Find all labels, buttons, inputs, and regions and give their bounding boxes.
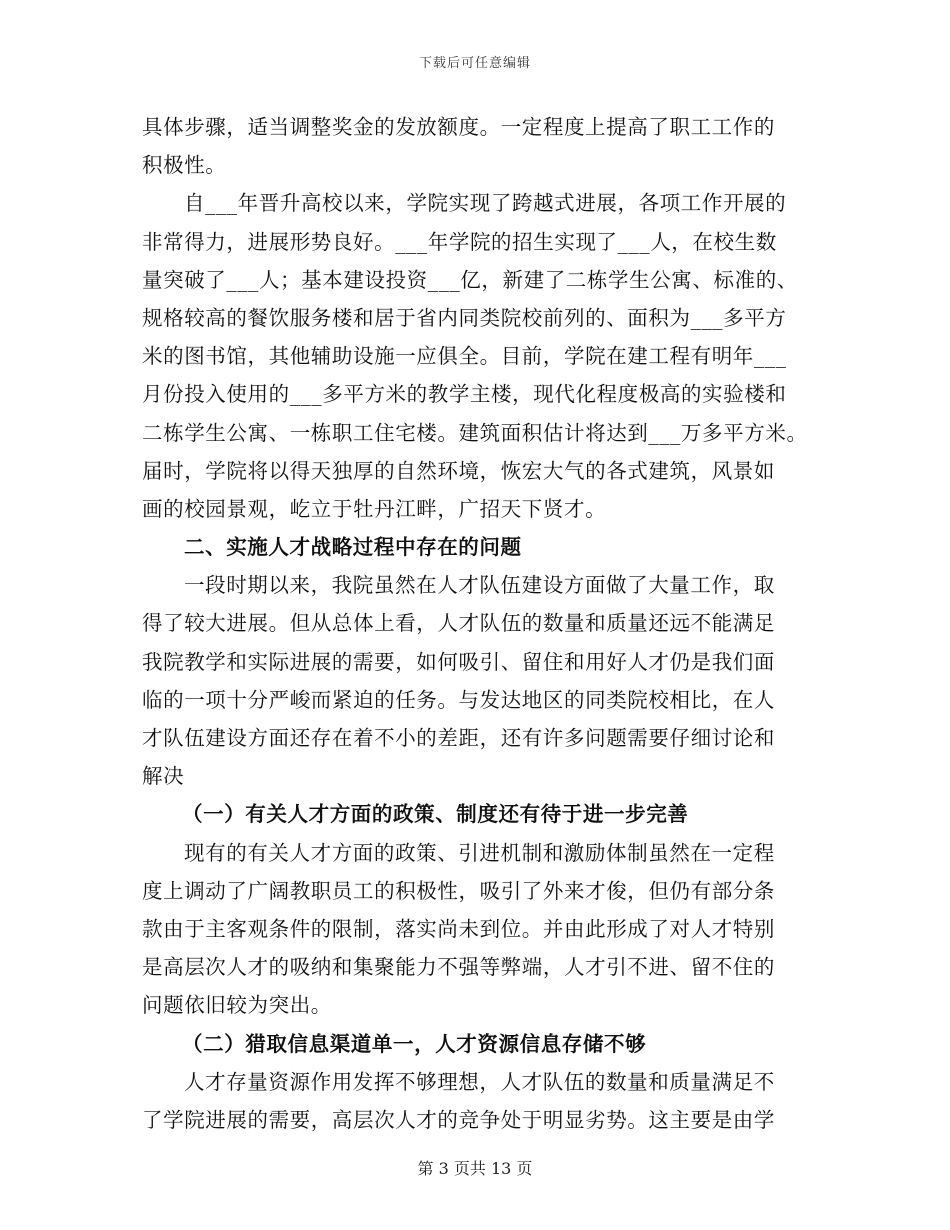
paragraph-line: 我院教学和实际进展的需要，如何吸引、留住和用好人才仍是我们面	[142, 649, 775, 674]
section-heading: 二、实施人才战略过程中存在的问题	[184, 535, 522, 560]
paragraph-line: 解决	[142, 764, 185, 789]
page-header: 下载后可任意编辑	[418, 56, 531, 71]
paragraph-line: 量突破了___人；基本建设投资___亿，新建了二栋学生公寓、标准的、	[142, 267, 798, 292]
paragraph-line: 米的图书馆，其他辅助设施一应俱全。目前，学院在建工程有明年___	[142, 344, 787, 369]
paragraph-line: 才队伍建设方面还存在着不小的差距，还有许多问题需要仔细讨论和	[142, 726, 775, 750]
paragraph-line: 月份投入使用的___多平方米的教学主楼，现代化程度极高的实验楼和	[142, 382, 787, 407]
paragraph-line: 临的一项十分严峻而紧迫的任务。与发达地区的同类院校相比，在人	[142, 687, 775, 712]
paragraph-line: 款由于主客观条件的限制，落实尚未到位。并由此形成了对人才特别	[142, 916, 775, 941]
paragraph-line: 二栋学生公寓、一栋职工住宅楼。建筑面积估计将达到___万多平方米。	[142, 420, 808, 445]
paragraph-line: 届时，学院将以得天独厚的自然环境，恢宏大气的各式建筑，风景如	[142, 458, 775, 483]
paragraph-line: 非常得力，进展形势良好。___年学院的招生实现了___人，在校生数	[142, 229, 777, 254]
paragraph-line: 了学院进展的需要，高层次人才的竞争处于明显劣势。这主要是由学	[142, 1107, 775, 1132]
subsection-heading: （一）有关人才方面的政策、制度还有待于进一步完善	[182, 802, 689, 827]
paragraph-line: 问题依旧较为突出。	[142, 993, 332, 1018]
paragraph-line: 具体步骤，适当调整奖金的发放额度。一定程度上提高了职工工作的	[142, 115, 775, 139]
subsection-heading: （二）猎取信息渠道单一，人才资源信息存储不够	[182, 1031, 647, 1056]
paragraph-line: 自___年晋升高校以来，学院实现了跨越式进展，各项工作开展的	[184, 191, 787, 216]
paragraph-line: 度上调动了广阔教职员工的积极性，吸引了外来才俊，但仍有部分条	[142, 878, 775, 903]
paragraph-line: 人才存量资源作用发挥不够理想，人才队伍的数量和质量满足不	[184, 1069, 775, 1094]
paragraph-line: 一段时期以来，我院虽然在人才队伍建设方面做了大量工作，取	[184, 573, 775, 598]
page-number-footer: 第 3 页共 13 页	[417, 1159, 533, 1178]
paragraph-line: 现有的有关人才方面的政策、引进机制和激励体制虽然在一定程	[184, 840, 775, 865]
paragraph-line: 积极性。	[142, 153, 227, 178]
document-body	[142, 108, 822, 1139]
paragraph-line: 画的校园景观，屹立于牡丹江畔，广招天下贤才。	[142, 496, 607, 521]
paragraph-line: 是高层次人才的吸纳和集聚能力不强等弊端，人才引不进、留不住的	[142, 955, 775, 980]
paragraph-line: 得了较大进展。但从总体上看，人才队伍的数量和质量还远不能满足	[142, 611, 775, 636]
paragraph-line: 规格较高的餐饮服务楼和居于省内同类院校前列的、面积为___多平方	[142, 305, 787, 330]
